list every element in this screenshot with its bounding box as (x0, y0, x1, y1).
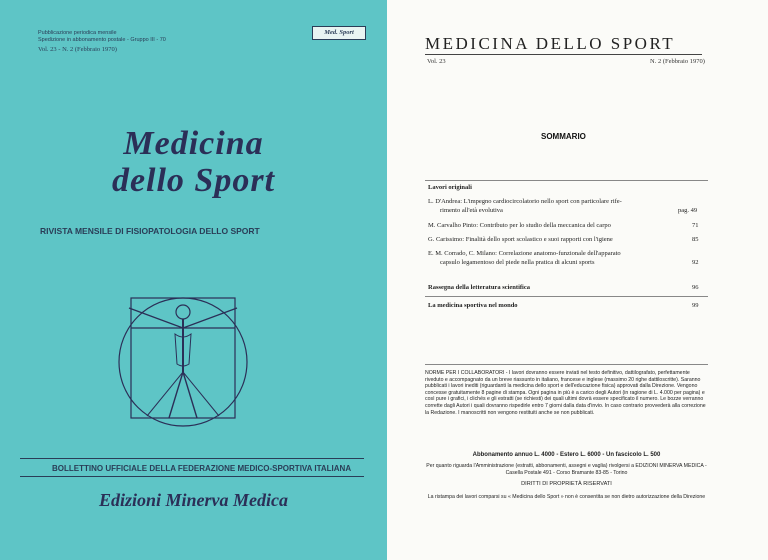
section-original-papers: Lavori originali (428, 184, 472, 191)
toc-rule-middle (425, 296, 708, 297)
journal-issue: N. 2 (Febbraio 1970) (650, 58, 705, 65)
journal-title: MEDICINA DELLO SPORT (425, 34, 676, 53)
official-bulletin-line: BOLLETTINO UFFICIALE DELLA FEDERAZIONE MEDICO-SPORTIVA ITALIANA (52, 464, 352, 473)
volume-issue: Vol. 23 - N. 2 (Febbraio 1970) (38, 46, 117, 53)
toc-page-number: pag. 49 (678, 207, 698, 214)
vitruvian-man-illustration (103, 284, 263, 432)
publication-notice: Pubblicazione periodica mensile (38, 30, 117, 36)
section-sports-medicine-world: La medicina sportiva nel mondo (428, 302, 518, 309)
toc-entry-line: M. Carvalho Pinto: Contributo per lo studio della meccanica del carpo (428, 222, 611, 229)
toc-page-number: 99 (692, 302, 699, 309)
toc-page-number: 96 (692, 284, 699, 291)
toc-entry-line: G. Carissimo: Finalità dello sport scolastico e suoi rapporti con l'igiene (428, 236, 613, 243)
header-rule (425, 54, 702, 55)
toc-rule-top (425, 180, 708, 181)
cover-title-line2: dello Sport (111, 162, 276, 199)
postal-notice: Spedizione in abbonamento postale - Gruppo III - 70 (38, 37, 166, 43)
publisher-name: Edizioni Minerva Medica (98, 490, 288, 510)
cover-title-line1: Medicina (123, 125, 264, 162)
journal-volume: Vol. 23 (427, 58, 446, 65)
subscription-prices: Abbonamento annuo L. 4000 - Estero L. 6000 - Un fascicolo L. 500 (472, 452, 661, 458)
cover-subtitle: RIVISTA MENSILE DI FISIOPATOLOGIA DELLO SPORT (40, 226, 260, 236)
cover-rule-bottom (20, 476, 364, 477)
toc-entry-line: E. M. Corrado, C. Milano: Correlazione anatomo-funzionale dell'apparato (428, 250, 621, 257)
reprint-notice: La ristampa dei lavori comparsi su « Medicina dello Sport » non è consentita se non dietro autorizzazione della Direzione (427, 494, 706, 500)
toc-entry-line: capsulo legamentoso del piede nella pratica di alcuni sports (440, 259, 595, 266)
abbreviation-tag: Med. Sport (312, 26, 366, 40)
toc-rule-bottom (425, 364, 708, 365)
cover-rule-top (20, 458, 364, 459)
administration-notice: Per quanto riguarda l'Amministrazione (estratti, abbonamenti, assegni e vaglia) rivolgersi a EDIZIONI MINERVA MEDICA - Casella Postale 491 - Corso Bramante 83-85 - Torino (426, 463, 707, 476)
contents-heading: SOMMARIO (541, 132, 586, 141)
toc-entry-line: rimento all'età evolutiva (440, 207, 503, 214)
toc-page-number: 92 (692, 259, 699, 266)
toc-entry-line: L. D'Andrea: L'impegno cardiocircolatorio nello sport con particolare rife- (428, 198, 622, 205)
contributor-guidelines: NORME PER I COLLABORATORI - I lavori dovranno essere inviati nel testo definitivo, dattilografato, perfettamente riveduto e accompagnato da un breve riassunto in italiano, francese e inglese (massimo 20 righe dattiloscritte). Saranno pubblicati i lavori inediti (riguardanti la medicina dello sport e dell'educazione fisica) approvati dalla Direzione. Vengono concesse gratuitamente 8 pagine di stampa. Ogni pagina in più è a carico degli Autori (in ragione di L. 4.000 per pagina) e così pure i grafici, i clichés e gli estratti (se richiesti) dei quali ultimi dovrà essere specificato il numero. Le bozze verranno corrette dagli Autori i quali dovranno rispedirle entro 7 giorni dalla data d'invio. In caso contrario provvederà alla correzione la Redazione. I manoscritti non vengono restituiti anche se non pubblicati. (425, 370, 706, 416)
toc-page-number: 85 (692, 236, 699, 243)
rights-reserved: DIRITTI DI PROPRIETÀ RISERVATI (521, 481, 612, 487)
section-literature-review: Rassegna della letteratura scientifica (428, 284, 530, 291)
toc-page-number: 71 (692, 222, 699, 229)
